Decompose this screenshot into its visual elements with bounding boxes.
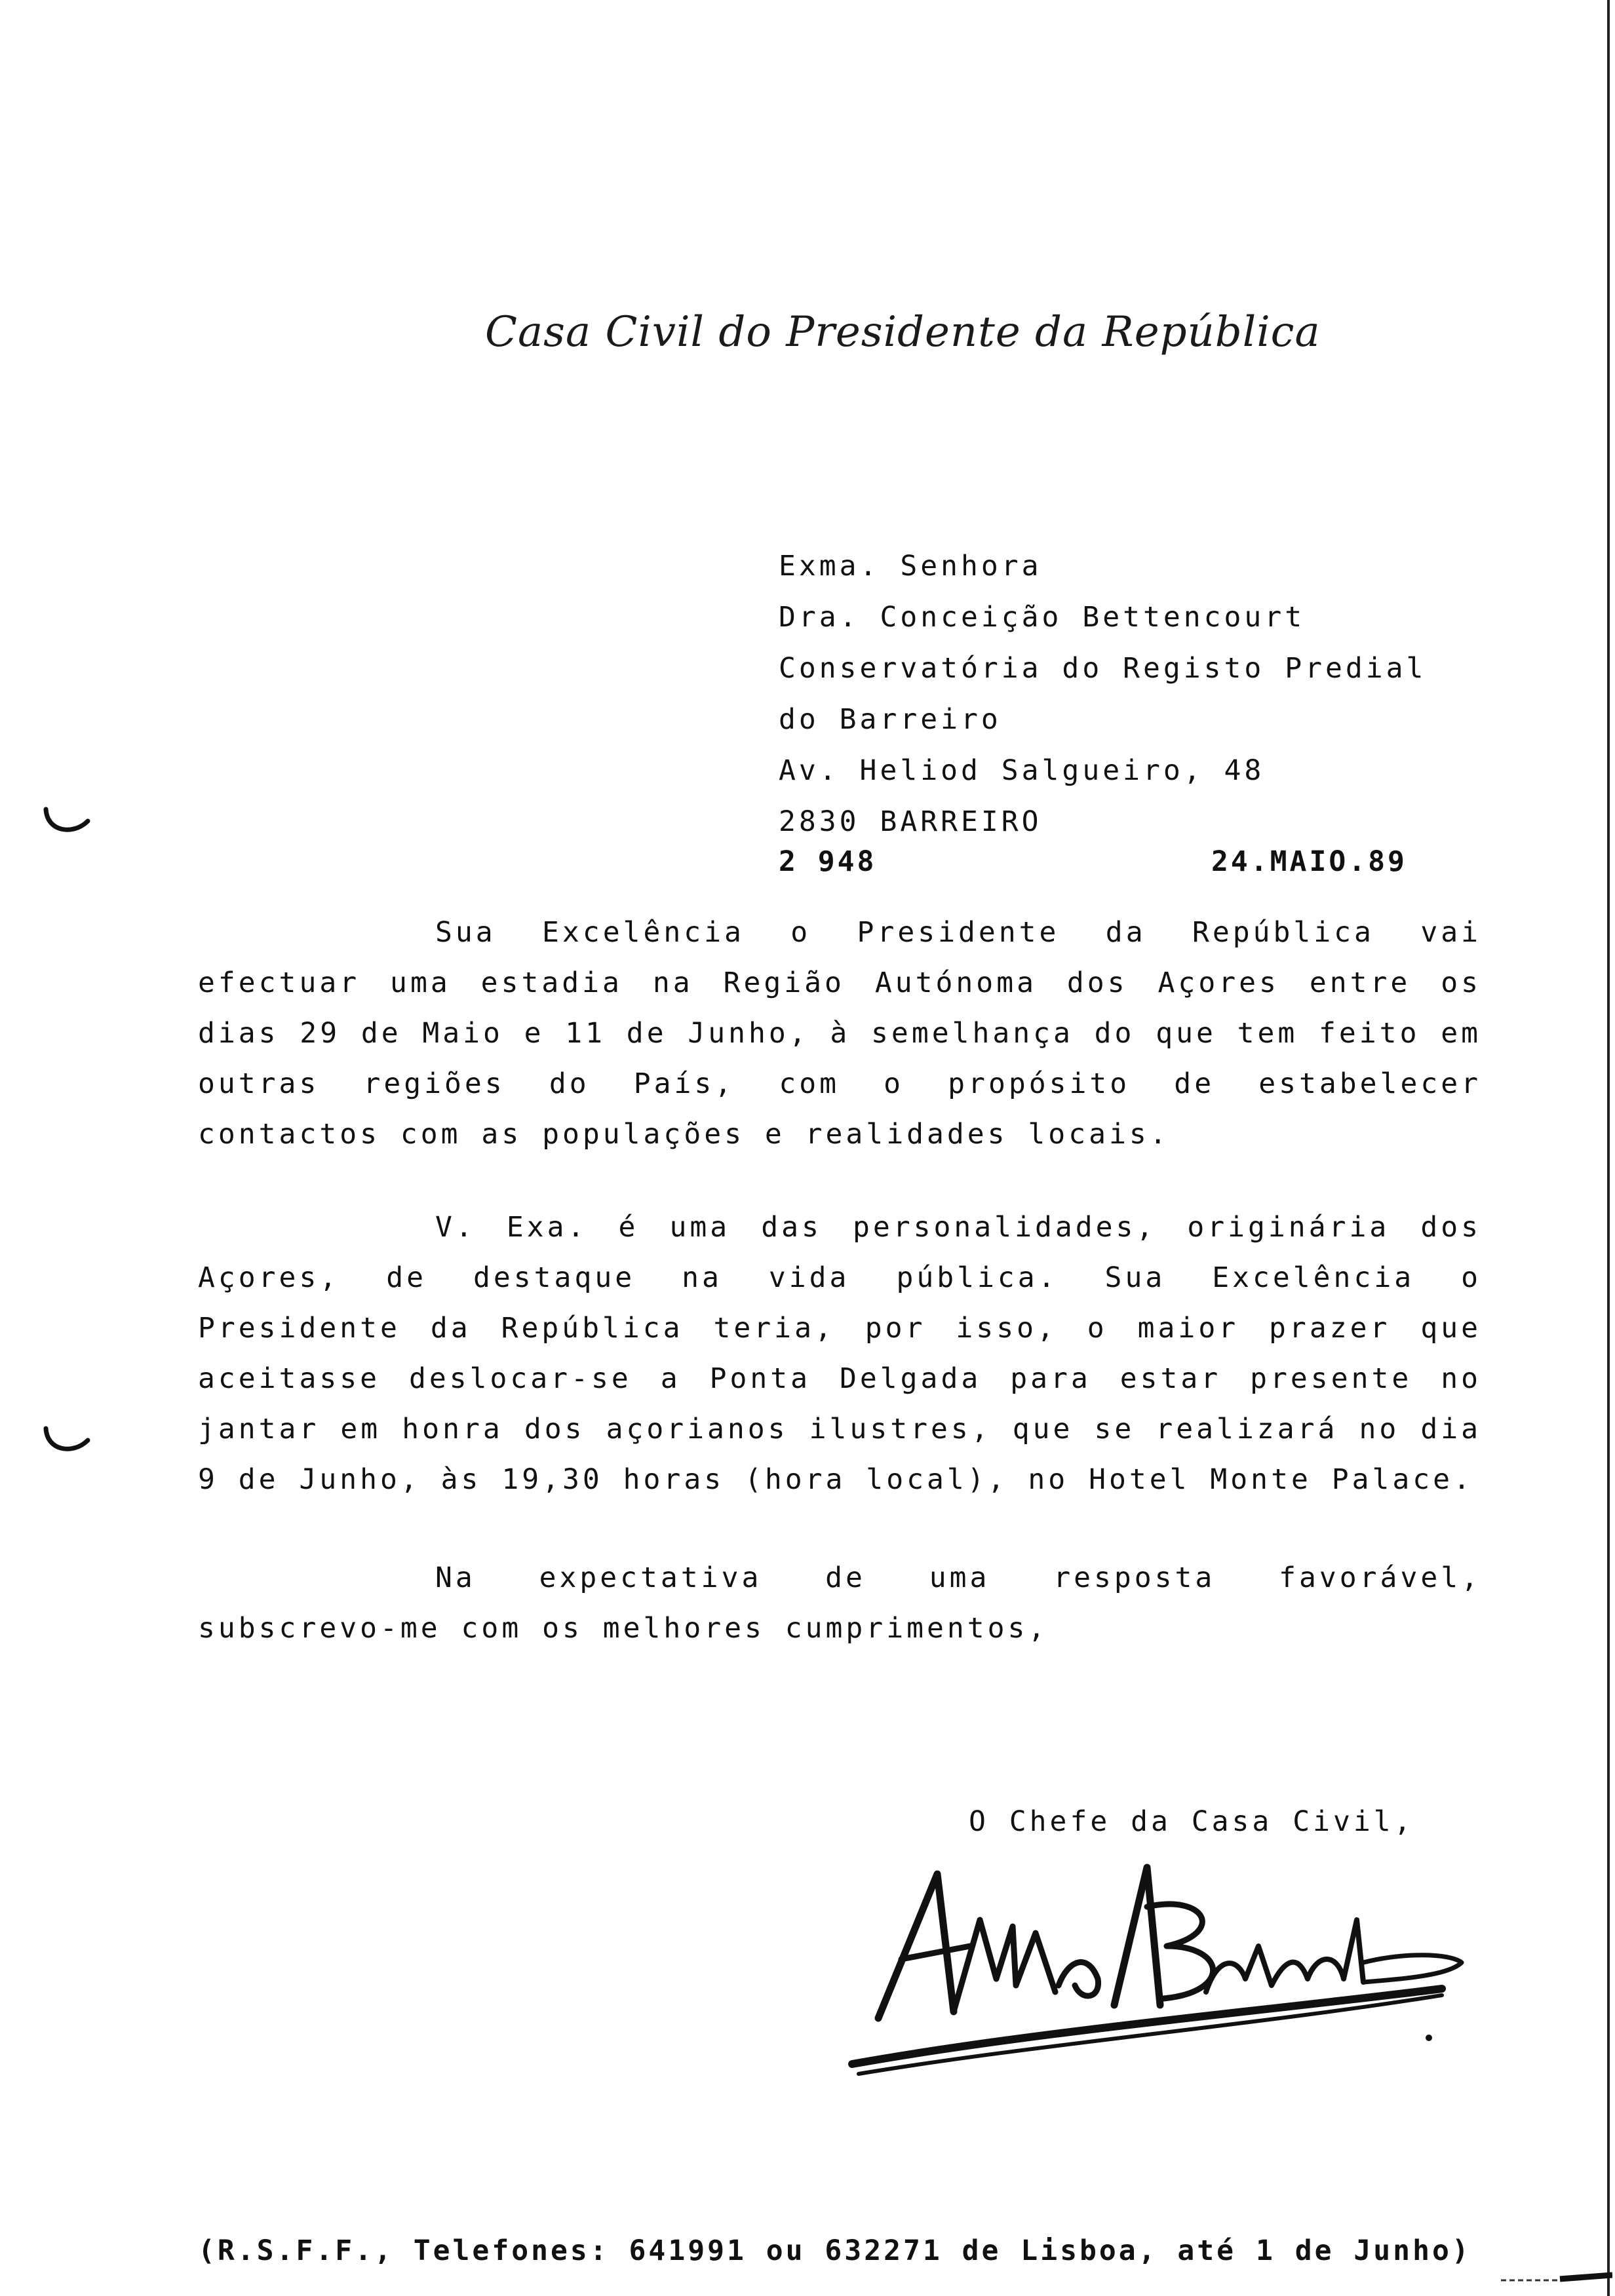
- letter-date: 24.MAIO.89: [1211, 845, 1407, 878]
- recipient-line: Av. Heliod Salgueiro, 48: [779, 754, 1265, 787]
- body-paragraph: Na expectativa de uma resposta favorável, subscrevo-me com os melhores cumprimentos,: [198, 1561, 1481, 1645]
- scan-artifact-icon: [1501, 2267, 1612, 2293]
- handwritten-signature: [839, 1848, 1494, 2086]
- letterhead-title: Casa Civil do Presidente da República: [485, 308, 1321, 356]
- footer-note: (R.S.F.F., Telefones: 641991 ou 632271 de Lisboa, até 1 de Junho): [198, 2234, 1471, 2267]
- recipient-line: Conservatória do Registo Predial: [779, 652, 1427, 685]
- recipient-line: 2830 BARREIRO: [779, 805, 1042, 838]
- page-edge-line: [1607, 0, 1610, 2296]
- body-paragraph: Sua Excelência o Presidente da República vai efectuar uma estadia na Região Autónoma dos Açores entre os dias 29 de Maio e 11 de Junho, à semelhança do que tem feito em outras regiões do País, com o propósito de estabelecer contactos com as populações e realidades locais.: [198, 916, 1481, 1151]
- margin-mark-icon: [41, 803, 93, 842]
- recipient-address: [779, 541, 1426, 847]
- recipient-line: do Barreiro: [779, 703, 1002, 736]
- margin-mark-icon: [41, 1422, 93, 1461]
- reference-number: 2 948: [779, 845, 877, 878]
- body-paragraph: V. Exa. é uma das personalidades, originária dos Açores, de destaque na vida pública. Sua Excelência o Presidente da República teria, por isso, o maior prazer que aceitasse deslocar-se a Ponta Delgada para estar presente no jantar em honra dos açorianos ilustres, que se realizará no dia 9 de Junho, às 19,30 horas (hora local), no Hotel Monte Palace.: [198, 1211, 1481, 1496]
- closing-line: O Chefe da Casa Civil,: [969, 1805, 1414, 1838]
- recipient-line: Dra. Conceição Bettencourt: [779, 601, 1306, 634]
- signature-icon: [839, 1848, 1494, 2084]
- recipient-line: Exma. Senhora: [779, 550, 1042, 583]
